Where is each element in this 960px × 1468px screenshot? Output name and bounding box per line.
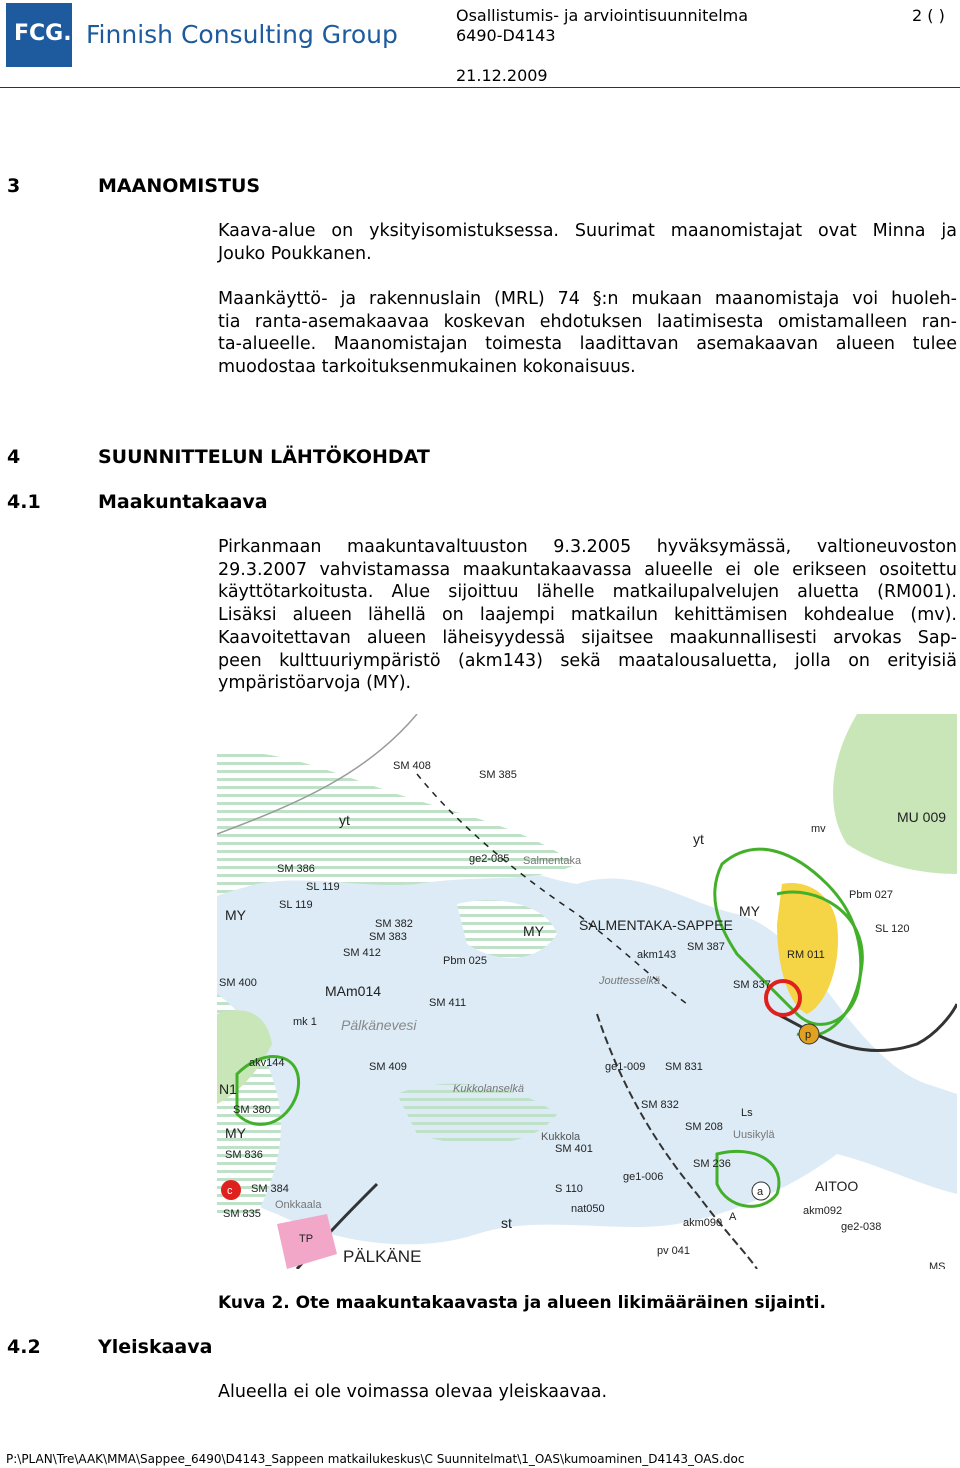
section-3-paragraph-1 (218, 220, 957, 265)
map-label: MY (225, 907, 246, 923)
section-4-1-number: 4.1 (7, 491, 41, 513)
map-label: MY (225, 1125, 246, 1141)
text-line: Lisäksi alueen lähellä on laajempi matkailun kehittämisen kohdealue (mv). (218, 605, 957, 626)
map-label: yt (339, 812, 350, 828)
text-line: Pirkanmaan maakuntavaltuuston 9.3.2005 hyväksymässä, valtioneuvoston (218, 537, 957, 557)
map-label: SM 380 (233, 1104, 271, 1116)
map-label: SM 384 (251, 1183, 289, 1195)
map-label: SM 409 (369, 1061, 407, 1073)
map-label: SM 386 (277, 863, 315, 875)
map-label: Uusikylä (733, 1129, 775, 1141)
map-label: ge1-009 (605, 1061, 646, 1073)
text-line: Kaavoitettavan alueen läheisyydessä sijaitsee maakunnallisesti arvokas Sap- (218, 627, 957, 648)
map-label: p (805, 1029, 812, 1041)
map-label: SM 401 (555, 1143, 593, 1155)
text-line: Jouko Poukkanen. (218, 243, 372, 264)
text-line: peen kulttuuriympäristö (akm143) sekä maatalousaluetta, jolla on erityisiä (218, 650, 957, 671)
map-label: c (227, 1185, 233, 1197)
map-label: SM 837 (733, 979, 771, 991)
map-label: st (501, 1215, 512, 1231)
map-label: a (757, 1186, 764, 1198)
map-label: Salmentaka (523, 855, 582, 867)
section-4-title: SUUNNITTELUN LÄHTÖKOHDAT (98, 446, 430, 468)
text-line: käyttötarkoitusta. Alue sijoittuu lähelle matkailupalvelujen aluetta (RM001). (218, 582, 957, 603)
map-label: Pälkänevesi (341, 1017, 417, 1033)
map-label: SM 236 (693, 1158, 731, 1170)
map-label: A (729, 1211, 737, 1223)
map-label: SM 836 (225, 1149, 263, 1161)
text-line: muodostaa tarkoituksenmukainen kokonaisuus. (218, 357, 636, 378)
map-label: SM 383 (369, 931, 407, 943)
map-label: SM 412 (343, 947, 381, 959)
map-label: S 110 (555, 1183, 583, 1195)
map-label: SM 208 (685, 1121, 723, 1133)
map-label: MU 009 (897, 809, 947, 825)
map-label: Ls (741, 1107, 753, 1119)
map-label: SM 831 (665, 1061, 703, 1073)
map-label: yt (693, 831, 704, 847)
map-label: akv144 (249, 1057, 285, 1069)
document-date: 21.12.2009 (456, 66, 548, 85)
map-label: Kukkola (541, 1131, 581, 1143)
figure-caption: Kuva 2. Ote maakuntakaavasta ja alueen likimääräinen sijainti. (218, 1293, 826, 1313)
section-4-2-paragraph (218, 1381, 957, 1404)
document-id: 6490-D4143 (456, 26, 556, 45)
map-label: SL 119 (306, 881, 340, 893)
section-3-number: 3 (7, 175, 21, 197)
map-label: ge2-038 (841, 1221, 882, 1233)
map-label: SM 387 (687, 941, 725, 953)
map-label: SM 385 (479, 769, 517, 781)
map-label: ge2-085 (469, 853, 510, 865)
map-label: MY (739, 903, 760, 919)
map-label: SL 119 (279, 899, 313, 911)
map-label: pv 041 (657, 1245, 691, 1257)
map-label: RM 011 (787, 949, 825, 961)
map-label: Onkkaala (275, 1199, 322, 1211)
section-4-2-number: 4.2 (7, 1336, 41, 1358)
company-name: Finnish Consulting Group (86, 20, 398, 49)
map-label: MY (523, 923, 544, 939)
regional-plan-map (217, 714, 957, 1269)
map-label: SM 408 (393, 760, 431, 772)
section-4-number: 4 (7, 446, 21, 468)
map-label: SM 835 (223, 1208, 261, 1220)
map-label: MAm014 (325, 983, 382, 999)
map-label: SM 400 (219, 977, 257, 989)
text-line: Alueella ei ole voimassa olevaa yleiskaavaa. (218, 1382, 608, 1402)
map-label: N1 (219, 1081, 237, 1097)
map-label: nat050 (571, 1203, 605, 1215)
map-label: SM 411 (429, 997, 467, 1009)
map-label: MS (929, 1261, 946, 1269)
map-label: Jouttesselkä (599, 975, 661, 987)
map-label: mv (811, 823, 826, 835)
file-path-footer: P:\PLAN\Tre\AAK\MMA\Sappee_6490\D4143_Sappeen matkailukeskus\C Suunnitelmat\1_OAS\kumoaminen_D4143_OAS.doc (6, 1452, 745, 1466)
text-line: Kaava-alue on yksityisomistuksessa. Suurimat maanomistajat ovat Minna ja (218, 221, 957, 241)
document-title: Osallistumis- ja arviointisuunnitelma (456, 6, 749, 25)
header-divider (0, 87, 960, 88)
section-4-2-title: Yleiskaava (98, 1336, 213, 1358)
map-label: SM 832 (641, 1099, 679, 1111)
map-label: TP (299, 1233, 314, 1245)
map-label: Kukkolanselkä (453, 1083, 524, 1095)
company-logo (6, 3, 72, 67)
text-line: Maankäyttö- ja rakennuslain (MRL) 74 §:n mukaan maanomistaja voi huoleh- (218, 289, 957, 309)
section-4-1-title: Maakuntakaava (98, 491, 268, 513)
text-line: ta-alueelle. Maanomistajan toimesta laadittavan asemakaavan alueen tulee (218, 334, 957, 355)
map-label: SALMENTAKA-SAPPEE (579, 917, 733, 933)
map-label: ge1-006 (623, 1171, 664, 1183)
map-label: akm092 (803, 1205, 843, 1217)
map-label: mk 1 (293, 1016, 317, 1028)
map-label: Pbm 027 (849, 889, 894, 901)
map-label: AITOO (815, 1178, 859, 1194)
text-line: ympäristöarvoja (MY). (218, 673, 412, 694)
logo-abbreviation: FCG. (14, 21, 72, 46)
map-label: Pbm 025 (443, 955, 488, 967)
section-3-paragraph-2 (218, 288, 957, 379)
section-3-title: MAANOMISTUS (98, 175, 261, 197)
section-4-1-paragraph (218, 536, 957, 695)
map-label: SL 120 (875, 923, 910, 935)
text-line: 29.3.2007 vahvistamassa maakuntakaavassa alueelle ei ole erikseen osoitettu (218, 559, 957, 580)
map-label: SM 382 (375, 918, 413, 930)
map-label: akm143 (637, 949, 677, 961)
text-line: tia ranta-asemakaavaa koskevan ehdotuksen laatimisesta omistamalleen ran- (218, 311, 957, 332)
map-label: PÄLKÄNE (343, 1247, 422, 1266)
map-label: akm090 (683, 1217, 723, 1229)
page-number: 2 ( ) (912, 6, 945, 25)
